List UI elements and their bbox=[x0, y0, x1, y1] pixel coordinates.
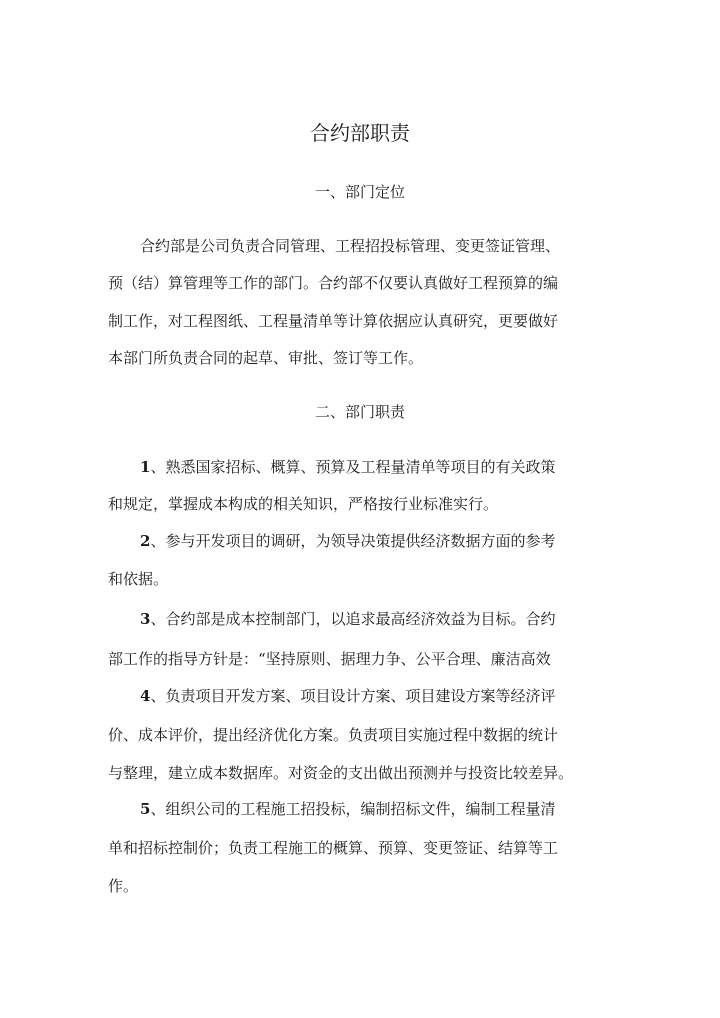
list-item-line: 作。 bbox=[108, 877, 139, 895]
list-item-line: 与整理，建立成本数据库。对资金的支出做出预测并与投资比较差异。 bbox=[108, 764, 574, 782]
list-item-number: 3 bbox=[140, 610, 151, 628]
list-item-text: 、负责项目开发方案、项目设计方案、项目建设方案等经济评 bbox=[150, 687, 556, 705]
page-title: 合约部职责 bbox=[310, 121, 410, 145]
list-item-line bbox=[140, 455, 650, 479]
list-item-line: 和依据。 bbox=[108, 570, 169, 588]
list-item-line: 价、成本评价，提出经济优化方案。负责项目实施过程中数据的统计 bbox=[108, 726, 559, 744]
list-item-line: 单和招标控制价；负责工程施工的概算、预算、变更签证、结算等工 bbox=[108, 839, 559, 857]
list-item-line bbox=[140, 529, 650, 553]
list-item-text: 、组织公司的工程施工招投标，编制招标文件，编制工程量清 bbox=[150, 800, 556, 818]
paragraph-line: 制工作，对工程图纸、工程量清单等计算依据应认真研究，更要做好 bbox=[108, 312, 559, 330]
list-item-text: 、参与开发项目的调研，为领导决策提供经济数据方面的参考 bbox=[150, 532, 556, 550]
list-item-number: 2 bbox=[140, 532, 151, 550]
list-item-line bbox=[140, 684, 650, 708]
section-heading-duties: 二、部门职责 bbox=[314, 403, 405, 421]
list-item-line: 和规定，掌握成本构成的相关知识，严格按行业标准实行。 bbox=[108, 495, 499, 513]
list-item-text: 、熟悉国家招标、概算、预算及工程量清单等项目的有关政策 bbox=[150, 458, 556, 476]
list-item-line bbox=[140, 607, 650, 631]
paragraph-line: 本部门所负责合同的起草、审批、签订等工作。 bbox=[108, 349, 424, 367]
paragraph-line: 合约部是公司负责合同管理、工程招投标管理、变更签证管理、 bbox=[140, 237, 561, 255]
section-heading-positioning: 一、部门定位 bbox=[314, 183, 405, 201]
list-item-line bbox=[140, 797, 650, 821]
list-item-text: 、合约部是成本控制部门，以追求最高经济效益为目标。合约 bbox=[150, 610, 556, 628]
list-item-number: 4 bbox=[140, 687, 151, 705]
list-item-number: 5 bbox=[140, 800, 151, 818]
list-item-line: 部工作的指导方针是：“坚持原则、据理力争、公平合理、廉洁高效 bbox=[108, 650, 551, 668]
list-item-number: 1 bbox=[140, 458, 151, 476]
paragraph-line: 预（结）算管理等工作的部门。合约部不仅要认真做好工程预算的编 bbox=[108, 274, 559, 292]
